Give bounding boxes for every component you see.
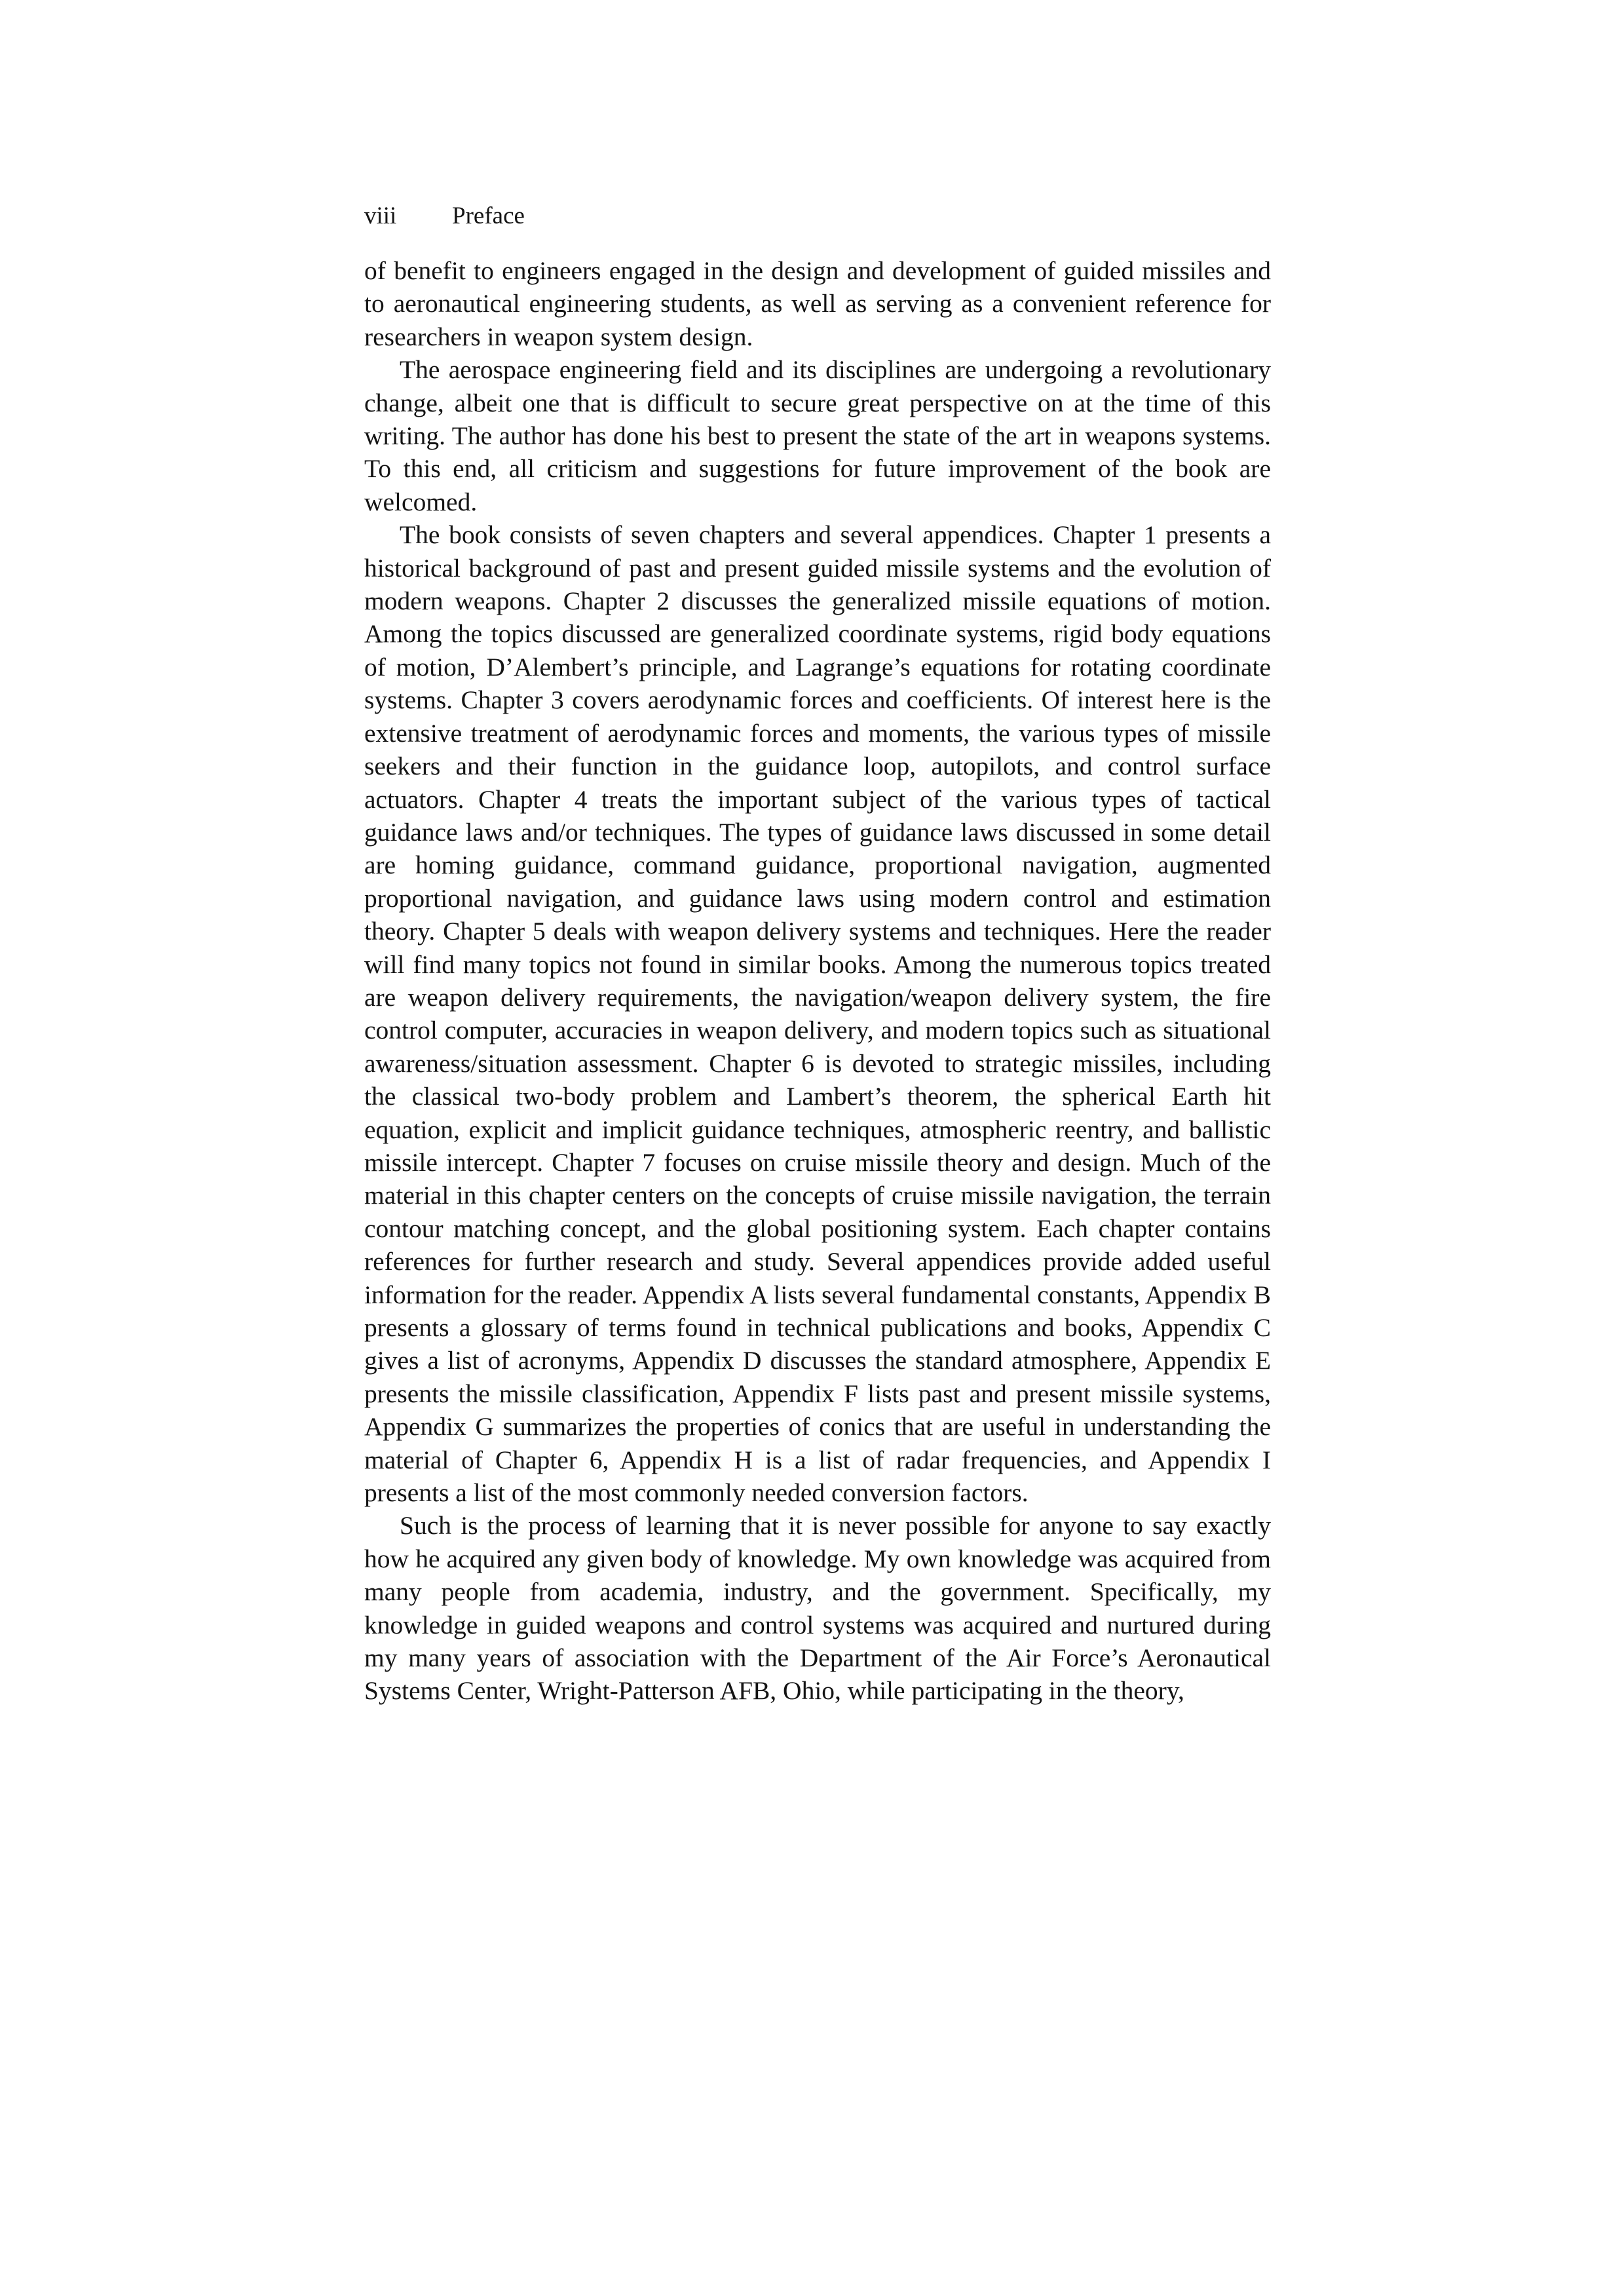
paragraph-book-overview: The book consists of seven chapters and several appendices. Chapter 1 presents a historical background of past and present guided missile systems and the evolution of modern weapons. Chapter 2 discusses the generalized missile equations of motion. Among the topics discussed are generalized coordinate systems, rigid body equations of motion, D’Alembert’s principle, and Lagrange’s equations for rotating coordinate systems. Chapter 3 covers aerodynamic forces and coefficients. Of interest here is the extensive treatment of aerodynamic forces and moments, the various types of missile seekers and their function in the guidance loop, autopilots, and control surface actuators. Chapter 4 treats the important subject of the various types of tactical guidance laws and/or techniques. The types of guidance laws discussed in some detail are homing guidance, command guidance, proportional navigation, augmented proportional navigation, and guidance laws using modern control and estimation theory. Chapter 5 deals with weapon delivery systems and techniques. Here the reader will find many topics not found in similar books. Among the numerous topics treated are weapon delivery requirements, the navigation/weapon delivery system, the fire control computer, accuracies in weapon delivery, and modern topics such as situational awareness/situation assessment. Chapter 6 is devoted to strategic missiles, including the classical two-body problem and Lambert’s theorem, the spherical Earth hit equation, explicit and implicit guidance techniques, atmospheric reentry, and ballistic missile intercept. Chapter 7 focuses on cruise missile theory and design. Much of the material in this chapter centers on the concepts of cruise missile navigation, the terrain contour matching concept, and the global positioning system. Each chapter contains references for further research and study. Several appendices provide added useful information for the reader. Appendix A lists several fundamental constants, Appendix B presents a glossary of terms found in technical publications and books, Appendix C gives a list of acronyms, Appendix D discusses the standard atmosphere, Appendix E presents the missile classification, Appendix F lists past and present missile systems, Appendix G summarizes the properties of conics that are useful in understanding the material of Chapter 6, Appendix H is a list of radar frequencies, and Appendix I presents a list of the most commonly needed conversion factors.	[364, 520, 1271, 1508]
running-head	[364, 198, 525, 235]
running-title: Preface	[452, 202, 525, 229]
paragraph-aerospace-field: The aerospace engineering field and its disciplines are undergoing a revolutionary change, albeit one that is difficult to secure great perspective on at the time of this writing. The author has done his best to present the state of the art in weapons systems. To this end, all criticism and suggestions for future improvement of the book are welcomed.	[364, 355, 1271, 516]
body-text	[364, 254, 1271, 1708]
paragraph-continuation: of benefit to engineers engaged in the design and development of guided missiles and to aeronautical engineering students, as well as serving as a convenient reference for researchers in weapon system design.	[364, 256, 1271, 351]
page-number: viii	[364, 202, 397, 229]
paragraph-acknowledgment: Such is the process of learning that it is never possible for anyone to say exactly how he acquired any given body of knowledge. My own knowledge was acquired from many people from academia, industry, and the government. Specifically, my knowledge in guided weapons and control systems was acquired and nurtured during my many years of association with the Department of the Air Force’s Aeronautical Systems Center, Wright-Patterson AFB, Ohio, while participating in the theory,	[364, 1511, 1271, 1706]
